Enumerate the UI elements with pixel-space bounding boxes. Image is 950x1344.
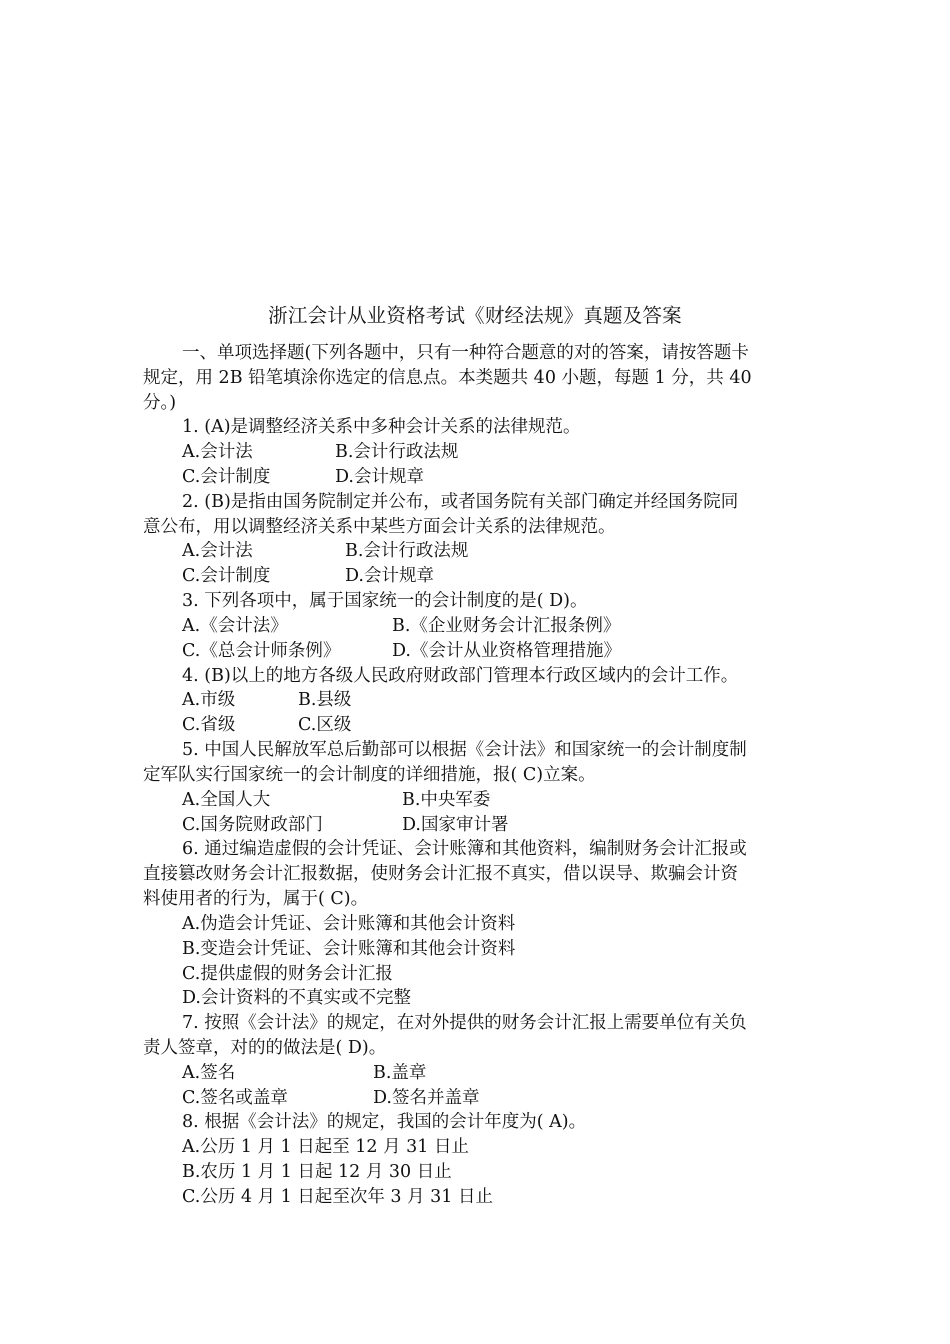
- option-c: C.《总会计师条例》: [182, 641, 341, 661]
- option-a: A.会计法: [182, 442, 253, 462]
- option-b: B.农历 1 月 1 日起 12 月 30 日止: [182, 1162, 452, 1182]
- option-b: B.会计行政法规: [345, 541, 469, 561]
- option-a: A.会计法: [182, 541, 253, 561]
- question-stem: 1. (A)是调整经济关系中多种会计关系的法律规范。: [182, 417, 581, 437]
- option-d: D.会计规章: [345, 566, 434, 586]
- option-c: C.国务院财政部门: [182, 815, 323, 835]
- option-a: A.签名: [182, 1063, 236, 1083]
- option-c: C.公历 4 月 1 日起至次年 3 月 31 日止: [182, 1187, 494, 1207]
- option-d: D.会计规章: [335, 467, 424, 487]
- option-a: A.公历 1 月 1 日起至 12 月 31 日止: [182, 1137, 470, 1157]
- intro-line: 一、单项选择题(下列各题中，只有一种符合题意的对的答案，请按答题卡: [182, 343, 749, 363]
- option-d: D.《会计从业资格管理措施》: [392, 641, 621, 661]
- option-b: B.中央军委: [402, 790, 491, 810]
- option-c: C.省级: [182, 715, 236, 735]
- question-stem: 定军队实行国家统一的会计制度的详细措施，报( C)立案。: [143, 765, 596, 785]
- option-b: B.会计行政法规: [335, 442, 459, 462]
- question-stem: 8. 根据《会计法》的规定，我国的会计年度为( A)。: [182, 1112, 587, 1132]
- option-c: C.提供虚假的财务会计汇报: [182, 964, 393, 984]
- option-c: C.会计制度: [182, 566, 271, 586]
- option-c: C.会计制度: [182, 467, 271, 487]
- question-stem: 2. (B)是指由国务院制定并公布，或者国务院有关部门确定并经国务院同: [182, 492, 739, 512]
- option-d: D.国家审计署: [402, 815, 509, 835]
- option-c: C.签名或盖章: [182, 1088, 288, 1108]
- question-stem: 直接篡改财务会计汇报数据，使财务会计汇报不真实，借以误导、欺骗会计资: [143, 864, 738, 884]
- intro-line: 规定，用 2B 铅笔填涂你选定的信息点。本类题共 40 小题，每题 1 分，共 40: [143, 368, 752, 388]
- option-d: C.区级: [298, 715, 352, 735]
- option-b: B.盖章: [373, 1063, 427, 1083]
- question-stem: 5. 中国人民解放军总后勤部可以根据《会计法》和国家统一的会计制度制: [182, 740, 747, 760]
- option-a: A.市级: [182, 690, 236, 710]
- option-a: A.伪造会计凭证、会计账簿和其他会计资料: [182, 914, 516, 934]
- option-a: A.全国人大: [182, 790, 271, 810]
- question-stem: 6. 通过编造虚假的会计凭证、会计账簿和其他资料，编制财务会计汇报或: [182, 839, 747, 859]
- option-b: B.县级: [298, 690, 352, 710]
- question-stem: 3. 下列各项中，属于国家统一的会计制度的是( D)。: [182, 591, 588, 611]
- question-stem: 7. 按照《会计法》的规定，在对外提供的财务会计汇报上需要单位有关负: [182, 1013, 747, 1033]
- question-stem: 意公布，用以调整经济关系中某些方面会计关系的法律规范。: [143, 517, 616, 537]
- option-d: D.签名并盖章: [373, 1088, 480, 1108]
- option-a: A.《会计法》: [182, 616, 288, 636]
- option-b: B.变造会计凭证、会计账簿和其他会计资料: [182, 939, 516, 959]
- document-title: 浙江会计从业资格考试《财经法规》真题及答案: [268, 304, 682, 327]
- option-d: D.会计资料的不真实或不完整: [182, 988, 411, 1008]
- question-stem: 4. (B)以上的地方各级人民政府财政部门管理本行政区域内的会计工作。: [182, 666, 739, 686]
- option-b: B.《企业财务会计汇报条例》: [392, 616, 621, 636]
- intro-line: 分。): [143, 393, 177, 413]
- question-stem: 料使用者的行为，属于( C)。: [143, 889, 369, 909]
- question-stem: 责人签章，对的的做法是( D)。: [143, 1038, 387, 1058]
